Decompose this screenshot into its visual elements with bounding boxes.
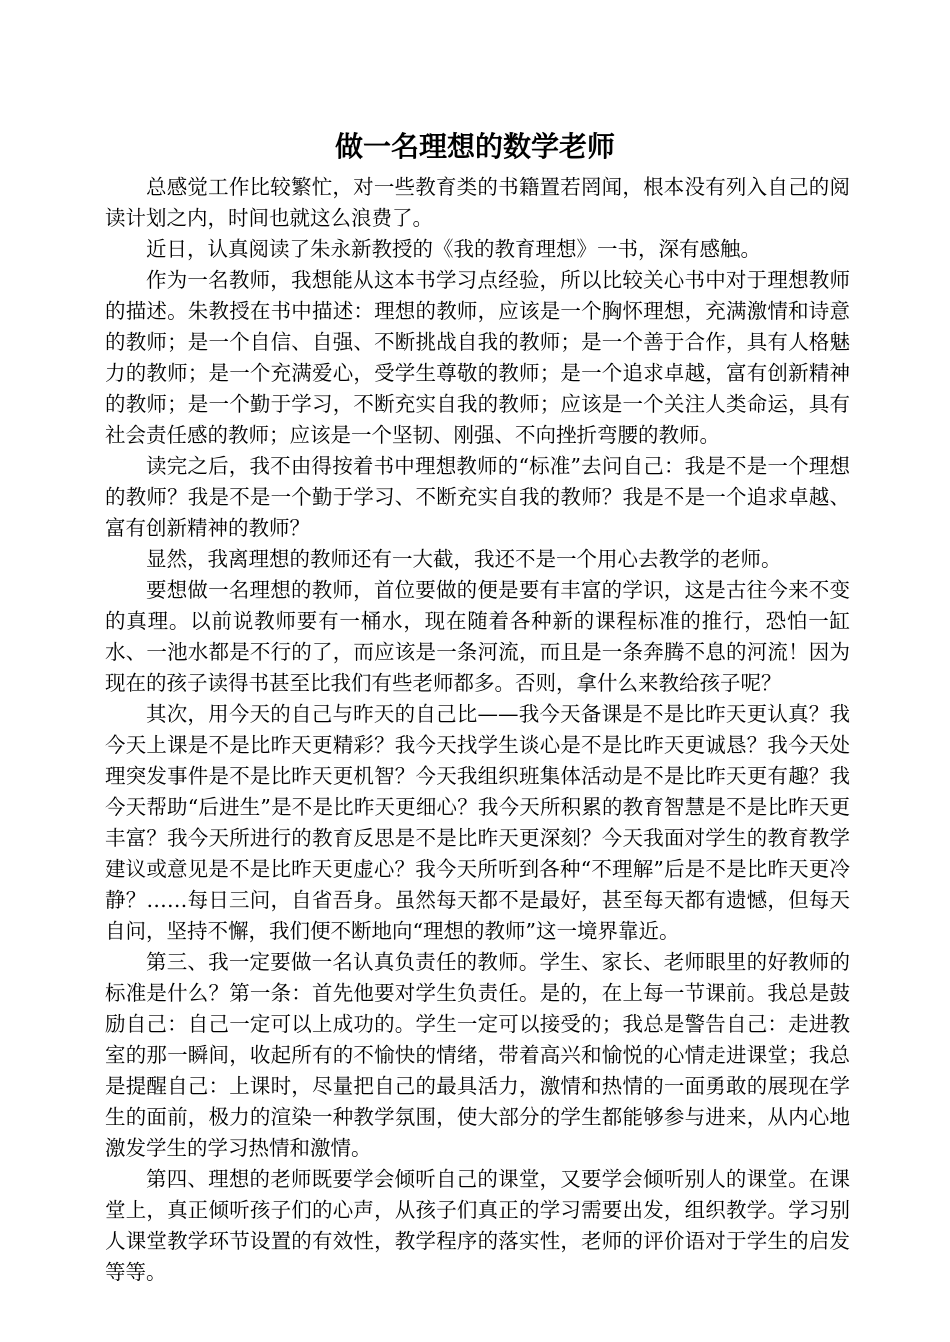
paragraph-1: 总感觉工作比较繁忙，对一些教育类的书籍置若罔闻，根本没有列入自己的阅读计划之内，时间也就这么浪费了。 bbox=[105, 175, 850, 230]
paragraph-2: 近日，认真阅读了朱永新教授的《我的教育理想》一书，深有感触。 bbox=[146, 237, 761, 261]
document-title: 做一名理想的数学老师 bbox=[334, 130, 615, 163]
paragraph-8: 第三、我一定要做一名认真负责任的教师。学生、家长、老师眼里的好教师的标准是什么？第一条：首先他要对学生负责任。是的，在上每一节课前。我总是鼓励自己：自己一定可以上成功的。学生一定可以接受的；我总是警告自己：走进教室的那一瞬间，收起所有的不愉快的情绪，带着高兴和愉悦的心情走进课堂；我总是提醒自己：上课时，尽量把自己的最具活力，激情和热情的一面勇敢的展现在学生的面前，极力的渲染一种教学氛围，使大部分的学生都能够参与进来，从内心地激发学生的学习热情和激情。 bbox=[105, 950, 850, 1160]
paragraph-4: 读完之后，我不由得按着书中理想教师的“标准”去问自己：我是不是一个理想的教师？我是不是一个勤于学习、不断充实自我的教师？我是不是一个追求卓越、富有创新精神的教师？ bbox=[105, 454, 850, 540]
paragraph-6: 要想做一名理想的教师，首位要做的便是要有丰富的学识，这是古往今来不变的真理。以前说教师要有一桶水，现在随着各种新的课程标准的推行，恐怕一缸水、一池水都是不行的了，而应该是一条河流，而且是一条奔腾不息的河流！因为现在的孩子读得书甚至比我们有些老师都多。否则，拿什么来教给孩子呢？ bbox=[105, 578, 850, 695]
document-body bbox=[105, 172, 850, 1288]
paragraph-9: 第四、理想的老师既要学会倾听自己的课堂，又要学会倾听别人的课堂。在课堂上，真正倾听孩子们的心声，从孩子们真正的学习需要出发，组织教学。学习别人课堂教学环节设置的有效性，教学程序的落实性，老师的评价语对于学生的启发等等。 bbox=[105, 1167, 850, 1284]
paragraph-5: 显然，我离理想的教师还有一大截，我还不是一个用心去教学的老师。 bbox=[146, 547, 782, 571]
paragraph-7: 其次，用今天的自己与昨天的自己比——我今天备课是不是比昨天更认真？我今天上课是不是比昨天更精彩？我今天找学生谈心是不是比昨天更诚恳？我今天处理突发事件是不是比昨天更机智？今天我组织班集体活动是不是比昨天更有趣？我今天帮助“后进生”是不是比昨天更细心？我今天所积累的教育智慧是不是比昨天更丰富？我今天所进行的教育反思是不是比昨天更深刻？今天我面对学生的教育教学建议或意见是不是比昨天更虚心？我今天所听到各种“不理解”后是不是比昨天更冷静？……每日三问，自省吾身。虽然每天都不是最好，甚至每天都有遗憾，但每天自问，坚持不懈，我们便不断地向“理想的教师”这一境界靠近。 bbox=[105, 702, 850, 943]
paragraph-3: 作为一名教师，我想能从这本书学习点经验，所以比较关心书中对于理想教师的描述。朱教授在书中描述：理想的教师，应该是一个胸怀理想，充满激情和诗意的教师；是一个自信、自强、不断挑战自我的教师；是一个善于合作，具有人格魅力的教师；是一个充满爱心，受学生尊敬的教师；是一个追求卓越，富有创新精神的教师；是一个勤于学习，不断充实自我的教师；应该是一个关注人类命运，具有社会责任感的教师；应该是一个坚韧、刚强、不向挫折弯腰的教师。 bbox=[105, 268, 850, 447]
